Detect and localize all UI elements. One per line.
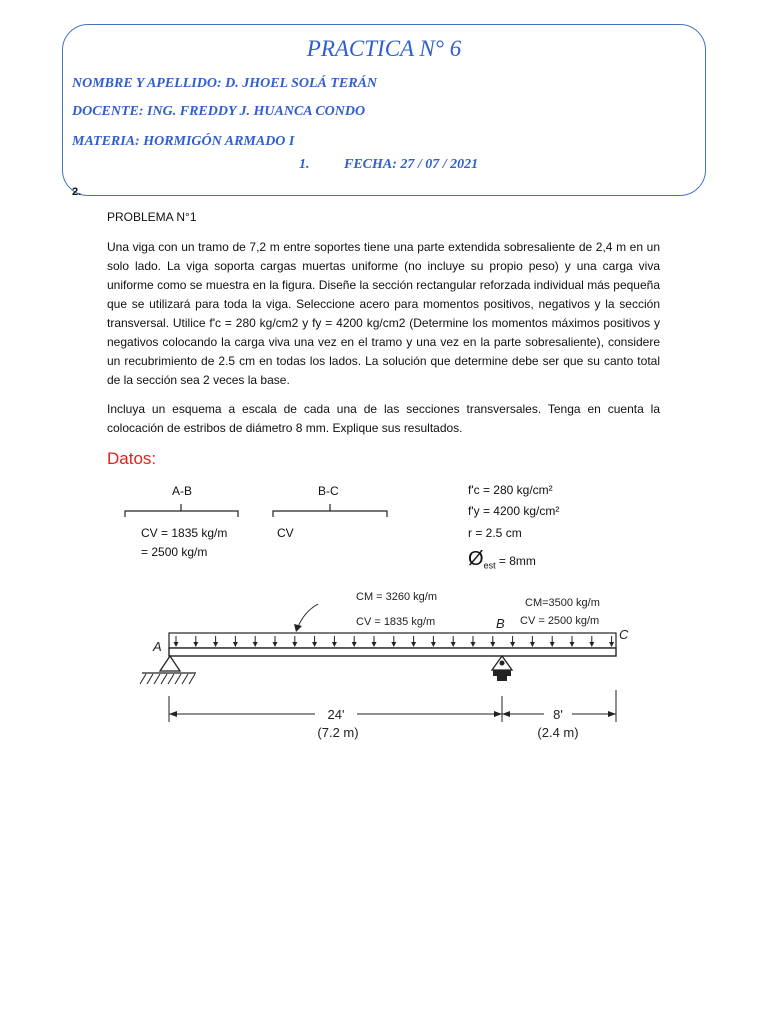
cv-bc: CV = 2500 kg/m <box>520 615 600 627</box>
load-block <box>169 633 616 648</box>
load-arrowhead <box>193 642 198 647</box>
load-arrowhead <box>372 642 377 647</box>
load-arrows <box>174 636 615 647</box>
span-ab-ft: 24' <box>327 707 345 722</box>
load-arrowhead <box>391 642 396 647</box>
support-b <box>492 656 512 681</box>
ab-cm: = 2500 kg/m <box>141 545 208 559</box>
list-number-2: 2. <box>72 186 82 198</box>
load-arrowhead <box>570 642 575 647</box>
load-arrowhead <box>273 642 278 647</box>
problem-paragraph-2: Incluya un esquema a escala de cada una de las secciones transversales. Tenga en cuenta la colocación de estribos de diámetro 8 mm. Explique sus resultados. <box>107 402 660 435</box>
load-arrowhead <box>550 642 555 647</box>
load-arrowhead <box>253 642 258 647</box>
cv-ab: CV = 1835 kg/m <box>356 616 436 628</box>
brace-bc <box>273 504 387 517</box>
load-arrowhead <box>213 642 218 647</box>
load-arrowhead <box>530 642 535 647</box>
point-b: B <box>496 616 505 631</box>
cm-ab: CM = 3260 kg/m <box>356 591 438 603</box>
ab-cv: CV = 1835 kg/m <box>141 526 228 540</box>
support-a <box>140 656 196 684</box>
load-arrowhead <box>490 642 495 647</box>
span-bc-m: (2.4 m) <box>537 725 579 740</box>
load-arrowhead <box>174 642 179 647</box>
load-arrowhead <box>411 642 416 647</box>
subject-name: MATERIA: HORMIGÓN ARMADO I <box>72 134 295 149</box>
load-arrowhead <box>312 642 317 647</box>
load-arrowhead <box>292 642 297 647</box>
load-arrowhead <box>451 642 456 647</box>
teacher-name: DOCENTE: ING. FREDDY J. HUANCA CONDO <box>72 104 366 119</box>
load-arrowhead <box>510 642 515 647</box>
phi-subscript: est <box>483 560 496 571</box>
load-arrowhead <box>609 642 614 647</box>
load-pointer-arrow <box>294 604 318 632</box>
load-arrowhead <box>233 642 238 647</box>
cm-bc: CM=3500 kg/m <box>525 597 600 609</box>
load-arrowhead <box>431 642 436 647</box>
beam <box>169 648 616 656</box>
cover-value: r = 2.5 cm <box>468 526 522 540</box>
bc-cv: CV <box>277 526 294 540</box>
load-arrowhead <box>332 642 337 647</box>
point-c: C <box>619 627 629 642</box>
fy-value: f'y = 4200 kg/cm² <box>468 504 560 518</box>
span-bc-ft: 8' <box>553 707 563 722</box>
load-arrowhead <box>471 642 476 647</box>
date-list-number: 1. <box>299 157 310 172</box>
fc-value: f'c = 280 kg/cm² <box>468 483 553 497</box>
problem-title: PROBLEMA N°1 <box>107 210 197 224</box>
load-arrowhead <box>589 642 594 647</box>
dimension-lines <box>169 690 616 722</box>
phi-value: = 8mm <box>495 554 536 568</box>
page-title: PRACTICA N° 6 <box>306 36 462 61</box>
bc-label: B-C <box>318 484 339 498</box>
brace-ab <box>125 504 238 517</box>
load-arrowhead <box>352 642 357 647</box>
ab-label: A-B <box>172 484 193 498</box>
point-a: A <box>153 639 162 654</box>
problem-paragraph-1: Una viga con un tramo de 7,2 m entre soportes tiene una parte extendida sobresaliente de 2,4 m en un solo lado. La viga soporta cargas muertas uniforme (no incluye su propio peso) y una carga viva uniforme como se muestra en la figura. Diseñe la sección rectangular reforzada individual más pequeña que se utilizará para toda la viga. Seleccione acero para momentos positivos, negativos y la sección transversal. Utilice f'c = 280 kg/cm2 y fy = 4200 kg/cm2 (Determine los momentos máximos positivos y negativos colocando la carga viva una vez en el tramo y una vez en la parte sobresaliente), considere un recubrimiento de 2.5 cm en todas los lados. La solución que determine debe ser que su canto total de la sección sea 2 veces la base. <box>107 240 660 387</box>
span-ab-m: (7.2 m) <box>317 725 359 740</box>
datos-heading: Datos: <box>107 449 157 468</box>
date: FECHA: 27 / 07 / 2021 <box>344 157 479 172</box>
student-name: NOMBRE Y APELLIDO: D. JHOEL SOLÁ TERÁN <box>72 76 378 91</box>
phi-symbol: Ø <box>468 548 484 570</box>
